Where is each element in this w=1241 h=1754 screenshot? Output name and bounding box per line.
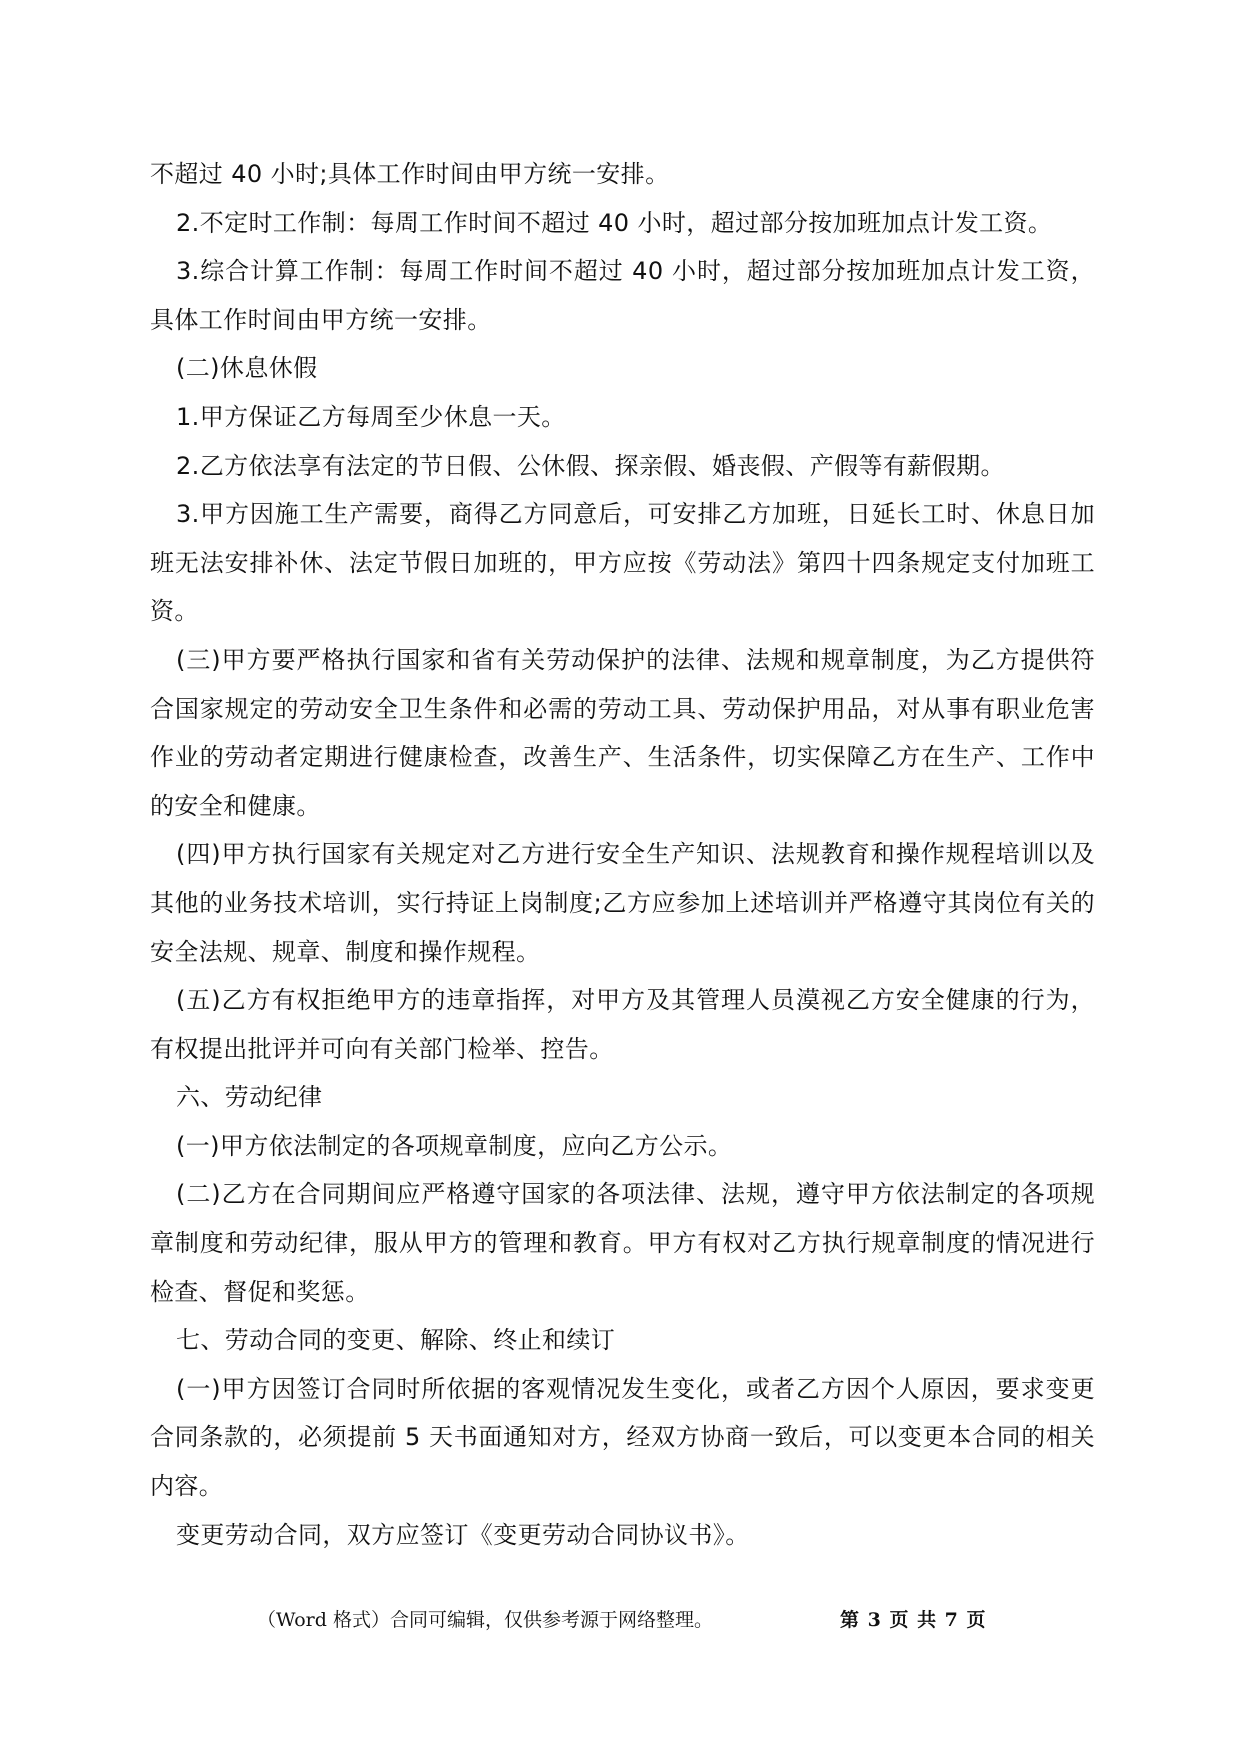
paragraph: 3.甲方因施工生产需要，商得乙方同意后，可安排乙方加班，日延长工时、休息日加班无法安排补休、法定节假日加班的，甲方应按《劳动法》第四十四条规定支付加班工资。 [150, 500, 1095, 626]
paragraph: 3.综合计算工作制：每周工作时间不超过 40 小时，超过部分按加班加点计发工资，具体工作时间由甲方统一安排。 [150, 257, 1095, 334]
paragraph: 2.不定时工作制：每周工作时间不超过 40 小时，超过部分按加班加点计发工资。 [176, 208, 1053, 237]
section-heading: 七、劳动合同的变更、解除、终止和续订 [176, 1326, 616, 1355]
paragraph: (五)乙方有权拒绝甲方的违章指挥，对甲方及其管理人员漠视乙方安全健康的行为，有权提出批评并可向有关部门检举、控告。 [150, 986, 1095, 1063]
paragraph: (四)甲方执行国家有关规定对乙方进行安全生产知识、法规教育和操作规程培训以及其他的业务技术培训，实行持证上岗制度;乙方应参加上述培训并严格遵守其岗位有关的安全法规、规章、制度和操作规程。 [150, 840, 1095, 966]
paragraph: (二)乙方在合同期间应严格遵守国家的各项法律、法规，遵守甲方依法制定的各项规章制度和劳动纪律，服从甲方的管理和教育。甲方有权对乙方执行规章制度的情况进行检查、督促和奖惩。 [150, 1180, 1095, 1306]
page-number: 第 3 页 共 7 页 [840, 1609, 987, 1631]
paragraph: 1.甲方保证乙方每周至少休息一天。 [176, 402, 566, 431]
paragraph: (三)甲方要严格执行国家和省有关劳动保护的法律、法规和规章制度，为乙方提供符合国家规定的劳动安全卫生条件和必需的劳动工具、劳动保护用品，对从事有职业危害作业的劳动者定期进行健康检查，改善生产、生活条件，切实保障乙方在生产、工作中的安全和健康。 [150, 645, 1095, 820]
paragraph: 变更劳动合同，双方应签订《变更劳动合同协议书》。 [176, 1520, 750, 1549]
paragraph: (一)甲方依法制定的各项规章制度，应向乙方公示。 [176, 1131, 733, 1160]
paragraph: 2.乙方依法享有法定的节日假、公休假、探亲假、婚丧假、产假等有薪假期。 [176, 451, 1005, 480]
section-heading: (二)休息休假 [176, 354, 318, 383]
section-heading: 六、劳动纪律 [176, 1083, 323, 1112]
paragraph: (一)甲方因签订合同时所依据的客观情况发生变化，或者乙方因个人原因，要求变更合同条款的，必须提前 5 天书面通知对方，经双方协商一致后，可以变更本合同的相关内容。 [150, 1374, 1095, 1501]
paragraph: 不超过 40 小时;具体工作时间由甲方统一安排。 [150, 160, 670, 188]
footer-note: （Word 格式）合同可编辑，仅供参考源于网络整理。 [257, 1609, 713, 1631]
document-body [150, 150, 1095, 1559]
